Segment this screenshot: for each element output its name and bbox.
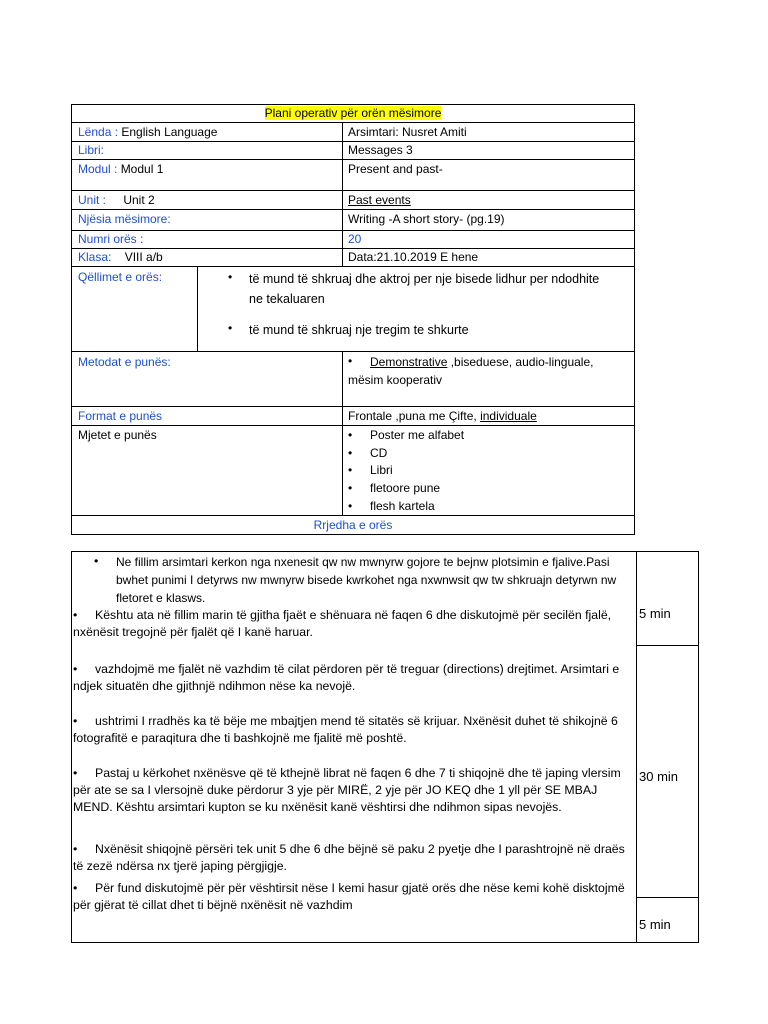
subject-value: English Language [121, 125, 218, 139]
bullet-icon: • [228, 321, 233, 335]
book-label: Libri: [78, 143, 105, 157]
list-item: • Poster me alfabet [348, 428, 465, 442]
objectives-label: Qëllimet e orës: [78, 270, 163, 284]
list-item: • CD [348, 446, 388, 460]
module-field [78, 161, 163, 177]
list-item: • fletoore pune [348, 481, 441, 495]
methods-label: Metodat e punës: [78, 355, 171, 369]
unit-value: Unit 2 [123, 193, 155, 207]
flow-step: • Për fund diskutojmë për për vështirsit nëse I kemi hasur gjatë orës dhe nëse kemi kohë disktojmë për gjërat të cillat dhet ti bëjnë nxënësit në vazhdim [73, 881, 625, 912]
methods-value: • Demonstrative ,biseduese, audio-linguale, mësim kooperativ [348, 354, 594, 387]
module-label: Modul : [78, 162, 121, 176]
class-value: VIII a/b [124, 250, 163, 264]
bullet-icon: • [73, 662, 78, 676]
flow-step: • Kështu ata në fillim marin të gjitha fjaët e shënuara në faqen 6 dhe diskutojmë për secilën fjalë, nxënësit tregojnë për fjalët që I kanë haruar. [73, 608, 612, 639]
plan-title: Plani operativ për orën mësimore [264, 106, 442, 120]
time-slot: 5 min [639, 606, 671, 621]
teacher-field: Arsimtari: Nusret Amiti [348, 125, 467, 139]
subject-field [78, 124, 217, 140]
work-tools-label: Mjetet e punës [78, 428, 157, 442]
date-field: Data:21.10.2019 E hene [348, 250, 479, 264]
objective-item: • të mund të shkruaj nje tregim te shkurte [228, 321, 469, 337]
bullet-icon: • [348, 481, 353, 495]
lesson-number-label: Numri orës : [78, 232, 144, 246]
bullet-icon: • [94, 554, 99, 568]
bullet-icon: • [348, 428, 353, 442]
module-value: Modul 1 [120, 162, 164, 176]
time-slot: 5 min [639, 917, 671, 932]
time-slot: 30 min [639, 769, 679, 784]
unit-field [78, 192, 155, 208]
subject-label: Lënda : [78, 125, 122, 139]
list-item: • flesh kartela [348, 499, 435, 513]
bullet-icon: • [228, 270, 233, 284]
flow-step: • vazhdojmë me fjalët në vazhdim të cilat përdoren për të treguar (directions) drejtimet. Arsimtari e ndjek situatën dhe gjithnjë ndihmon nëse ka nevojë. [73, 662, 620, 693]
lesson-flow-heading: Rrjedha e orës [313, 518, 393, 532]
flow-step: • Pastaj u kërkohet nxënësve që të kthejnë librat në faqen 6 dhe 7 ti shiqojnë dhe të japing vlersim për ate se sa I vlersojnë duke përdorur 3 yje për MIRË, 2 yje për JO KEQ dhe 1 yll për SE MBAJ MEND. Kështu arsimtari kupton se ku nxënësit kanë vështirsi dhe ndihmon sipas nevojës. [73, 766, 621, 814]
lesson-unit-label: Njësia mësimore: [78, 212, 171, 226]
class-field [78, 249, 163, 265]
bullet-icon: • [73, 608, 78, 622]
objective-item: • të mund të shkruaj dhe aktroj per nje bisede lidhur per ndodhite ne tekaluaren [228, 270, 600, 306]
work-formats-label: Format e punës [78, 409, 163, 423]
lesson-unit-value: Writing -A short story- (pg.19) [348, 212, 505, 226]
bullet-icon: • [73, 766, 78, 780]
book-value: Messages 3 [348, 143, 413, 157]
work-formats-value: Frontale ,puna me Çifte, individuale [348, 409, 537, 423]
unit-topic: Past events [348, 193, 411, 207]
flow-step: • ushtrimi I rradhës ka të bëje me mbajtjen mend të sitatës së krijuar. Nxënësit duhet të shikojnë 6 fotografitë e paraqitura dhe ti bashkojnë me fjalitë më poshtë. [73, 714, 618, 745]
flow-step: • Ne fillim arsimtari kerkon nga nxenesit qw nw mwnyrw gojore te bejnw plotsimin e fjalive.Pasi bwhet punimi I detyrws nw mwnyrw bisede kwrkohet nga nxwnwsit qw tw shkruajn detyrwn nw fletoret e klasws. [94, 554, 617, 605]
class-label: Klasa: [78, 250, 115, 264]
bullet-icon: • [73, 714, 78, 728]
bullet-icon: • [348, 354, 353, 368]
list-item: • Libri [348, 463, 393, 477]
bullet-icon: • [348, 499, 353, 513]
bullet-icon: • [348, 463, 353, 477]
bullet-icon: • [73, 881, 78, 895]
bullet-icon: • [73, 842, 78, 856]
flow-step: • Nxënësit shiqojnë përsëri tek unit 5 dhe 6 dhe bëjnë së paku 2 pyetje dhe I parashtrojnë në draës të zezë ndërsa nx tjerë japing përgjigje. [73, 842, 625, 873]
lesson-number-value: 20 [348, 232, 362, 246]
topic-value: Present and past- [348, 162, 443, 176]
bullet-icon: • [348, 446, 353, 460]
unit-label: Unit : [78, 193, 110, 207]
